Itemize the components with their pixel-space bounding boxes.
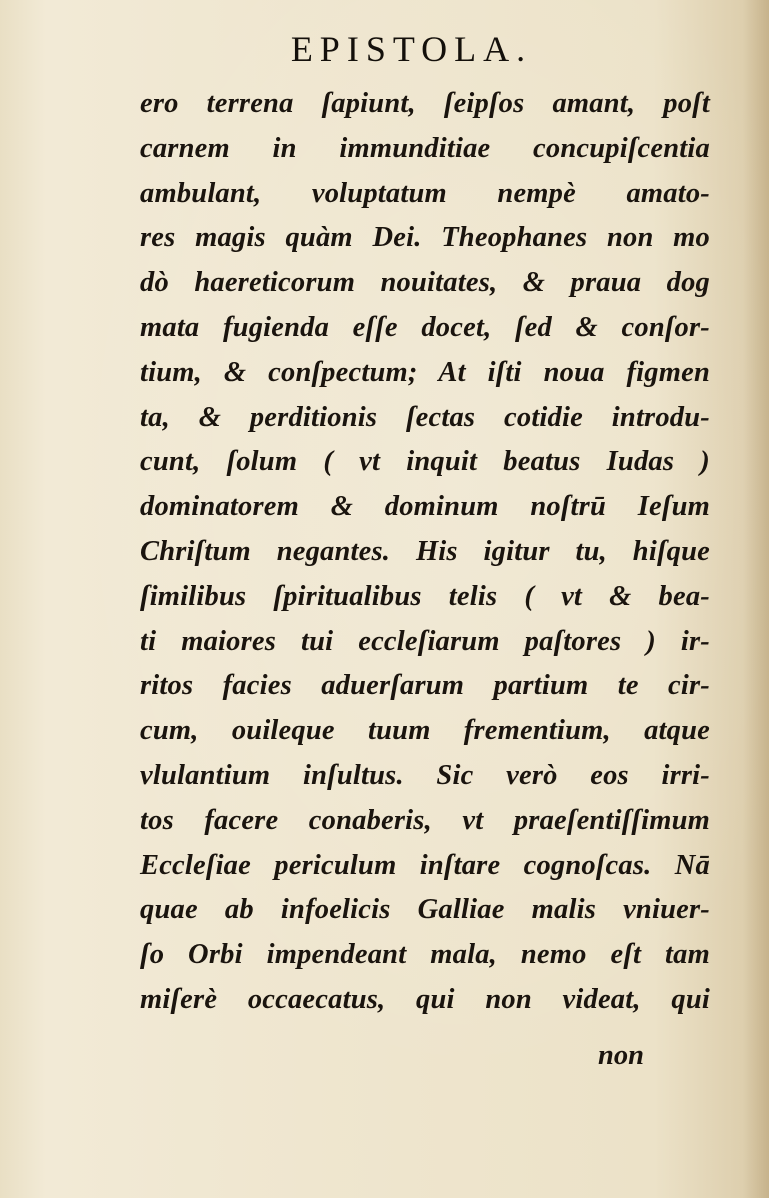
text-line: ritos facies aduerſarum partium te cir- — [140, 670, 710, 702]
text-line: vlulantium inſultus. Sic verò eos irri- — [140, 759, 710, 791]
running-header: EPISTOLA. — [290, 29, 533, 69]
text-line: ambulant, voluptatum nempè amato- — [140, 177, 710, 209]
text-line: ta, & perditionis ſectas cotidie introdu- — [140, 401, 710, 433]
text-line: dominatorem & dominum noſtrū Ieſum — [140, 491, 710, 523]
text-line: mata fugienda eſſe docet, ſed & conſor- — [140, 311, 710, 343]
text-line: ti maiores tui eccleſiarum paſtores ) ir- — [140, 625, 710, 657]
text-line: tos facere conaberis, vt praeſentiſſimum — [140, 804, 710, 836]
text-line: cunt, ſolum ( vt inquit beatus Iudas ) — [140, 446, 710, 478]
text-line: ſo Orbi impendeant mala, nemo eſt tam — [140, 939, 710, 971]
text-line: carnem in immunditiae concupiſcentia — [140, 132, 710, 164]
text-line: res magis quàm Dei. Theophanes non mo — [140, 222, 710, 254]
catchword: non — [598, 1040, 644, 1071]
text-line: tium, & conſpectum; At iſti noua figmen — [140, 356, 710, 388]
body-text — [140, 82, 710, 1023]
text-line: Chriſtum negantes. His igitur tu, hiſque — [140, 535, 710, 567]
text-line: Eccleſiae periculum inſtare cognoſcas. Nā — [140, 849, 710, 881]
text-line: ſimilibus ſpiritualibus telis ( vt & bea- — [140, 580, 710, 612]
text-line: ero terrena ſapiunt, ſeipſos amant, poſt — [140, 88, 710, 119]
text-line: miſerè occaecatus, qui non videat, qui — [140, 983, 710, 1015]
text-line: quae ab infoelicis Galliae malis vniuer- — [140, 894, 710, 926]
text-line: cum, ouileque tuum frementium, atque — [140, 715, 710, 747]
text-line: dò haereticorum nouitates, & praua dog — [140, 267, 710, 299]
